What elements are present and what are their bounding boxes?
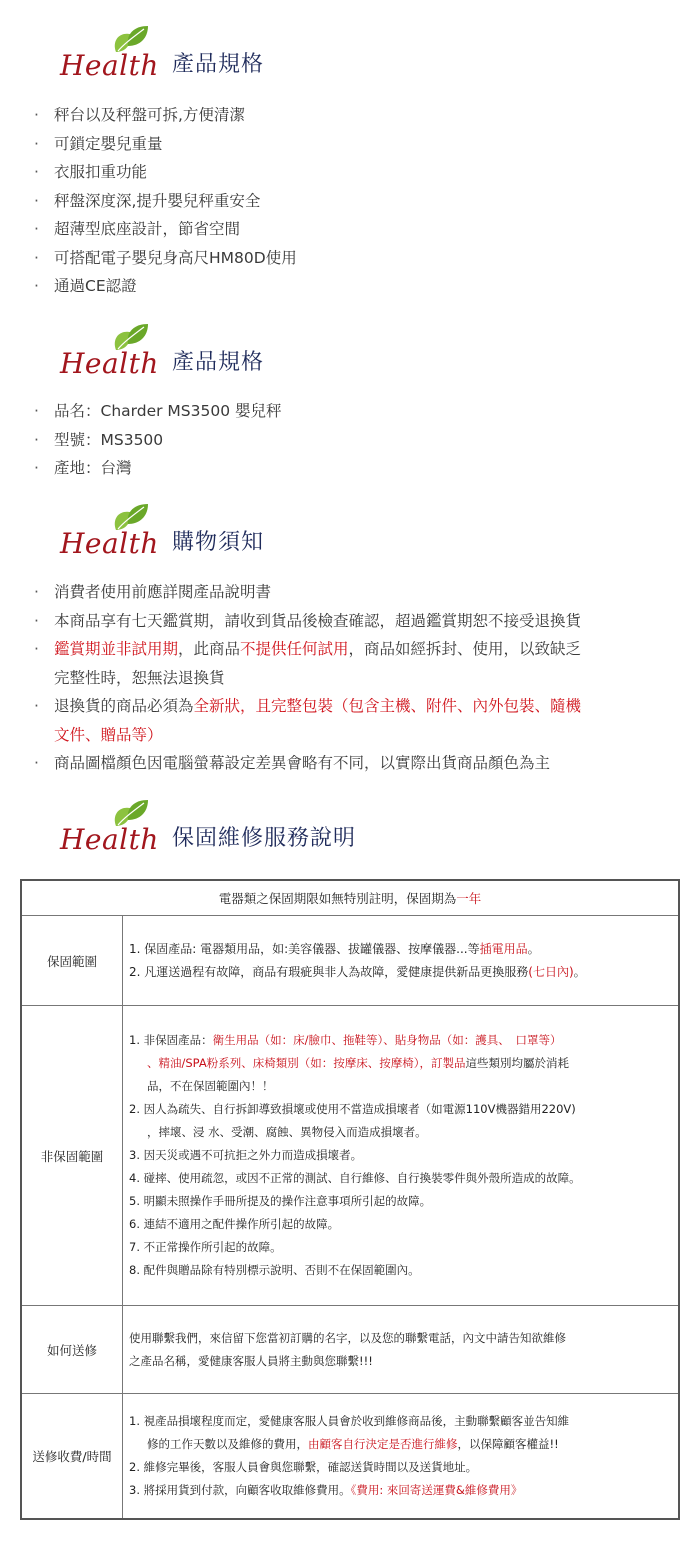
list-item: · 鑑賞期並非試用期，此商品不提供任何試用，商品如經拆封、使用，以致缺乏 完整性時，恕無法退換貨 — [34, 640, 582, 687]
row-label: 送修收費/時間 — [21, 1394, 123, 1519]
list-item: · 消費者使用前應詳閱產品說明書 — [34, 583, 272, 601]
health-logo — [58, 502, 168, 562]
health-logo — [58, 798, 168, 858]
list-item: · 衣服扣重功能 — [34, 163, 148, 181]
section-title: 產品規格 — [172, 350, 265, 375]
list-item: · 退換貨的商品必須為全新狀，且完整包裝（包含主機、附件、內外包裝、隨機 文件、贈品等） — [34, 697, 582, 744]
list-item: · 秤台以及秤盤可拆,方便清潔 — [34, 106, 245, 124]
table-row — [21, 1006, 679, 1306]
list-item: · 可鎖定嬰兒重量 — [34, 134, 163, 153]
row-content: 使用聯繫我們，來信留下您當初訂購的名字，以及您的聯繫電話，內文中請告知欲維修 之產品名稱，愛健康客服人員將主動與您聯繫!!! — [123, 1306, 680, 1394]
table-row — [21, 916, 679, 1006]
table-caption-row — [21, 880, 679, 916]
logo-wordmark: Health — [60, 527, 159, 560]
health-logo — [58, 24, 168, 84]
list-item: · 商品圖檔顏色因電腦螢幕設定差異會略有不同，以實際出貨商品顏色為主 — [34, 754, 551, 772]
section-header-features — [58, 24, 458, 84]
list-item: · 秤盤深度深,提升嬰兒秤重安全 — [34, 191, 261, 210]
table-row — [21, 1306, 679, 1394]
row-content: 1. 保固產品: 電器類用品，如:美容儀器、拔罐儀器、按摩儀器...等插電用品。 2. 凡運送過程有故障，商品有瑕疵與非人為故障，愛健康提供新品更換服務(七日內)。 — [123, 916, 680, 1006]
row-content: 1. 非保固產品：衛生用品（如：床/臉巾、拖鞋等）、貼身物品（如：護具、 口罩等） 、精油/SPA粉系列、床椅類別（如：按摩床、按摩椅），訂製品這些類別均屬於消耗 品，不在保固範圍內！！ 2. 因人為疏失、自行拆卸導致損壞或使用不當造成損壞者（如電源110V機器錯用220V) ，摔壞、浸 水、受潮、腐蝕、異物侵入而造成損壞者。 3. 因天災或遇不可抗拒之外力而造成損壞者。 4. 碰摔、使用疏忽，或因不正常的測試、自行維修、自行換裝零件與外殼所造成的故障。 5. 明顯未照操作手冊所提及的操作注意事項所引起的故障。 6. 連結不適用之配件操作所引起的故障。 7. 不正常操作所引起的故障。 8. 配件與贈品除有特別標示說明、否則不在保固範圍內。 — [123, 1006, 680, 1306]
section-title: 產品規格 — [172, 52, 265, 77]
logo-wordmark: Health — [60, 823, 159, 856]
list-item: · 型號：MS3500 — [34, 430, 164, 449]
list-item: · 品名：Charder MS3500 嬰兒秤 — [34, 402, 282, 420]
logo-wordmark: Health — [60, 49, 159, 82]
list-item: · 產地：台灣 — [34, 459, 132, 477]
feature-list — [32, 101, 682, 301]
section-title: 購物須知 — [172, 530, 265, 555]
row-label: 如何送修 — [21, 1306, 123, 1394]
list-item: · 超薄型底座設計，節省空間 — [34, 220, 241, 238]
spec-list — [32, 397, 682, 483]
shopping-list — [32, 578, 692, 778]
section-title: 保固維修服務說明 — [172, 826, 357, 851]
list-item: · 可搭配電子嬰兒身高尺HM80D使用 — [34, 248, 297, 267]
warranty-table — [20, 879, 680, 1520]
table-caption: 電器類之保固期限如無特別註明，保固期為一年 — [21, 880, 679, 916]
list-item: · 通過CE認證 — [34, 277, 137, 295]
section-header-spec — [58, 322, 458, 382]
row-label: 保固範圍 — [21, 916, 123, 1006]
table-row — [21, 1394, 679, 1519]
logo-wordmark: Health — [60, 347, 159, 380]
section-header-warranty — [58, 798, 458, 858]
health-logo — [58, 322, 168, 382]
row-content: 1. 視產品損壞程度而定，愛健康客服人員會於收到維修商品後，主動聯繫顧客並告知維 修的工作天數以及維修的費用，由顧客自行決定是否進行維修，以保障顧客權益!! 2. 維修完畢後，客服人員會與您聯繫，確認送貨時間以及送貨地址。 3. 將採用貨到付款，向顧客收取維修費用。《費用: 來回寄送運費&維修費用》 — [123, 1394, 680, 1519]
section-header-shopping — [58, 502, 458, 562]
row-label: 非保固範圍 — [21, 1006, 123, 1306]
list-item: · 本商品享有七天鑑賞期，請收到貨品後檢查確認，超過鑑賞期恕不接受退換貨 — [34, 611, 582, 630]
